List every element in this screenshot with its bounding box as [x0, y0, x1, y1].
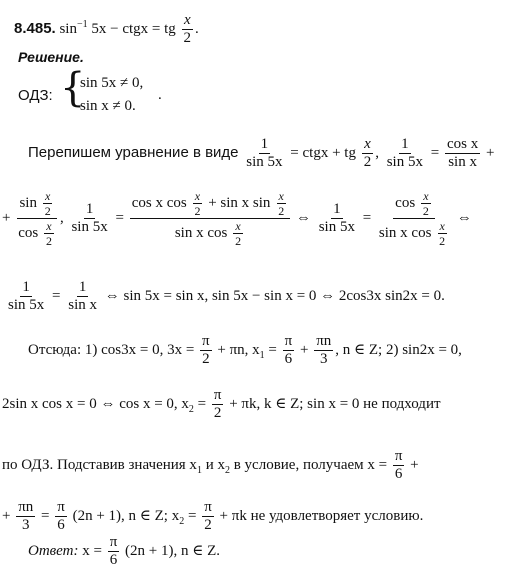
frac-1-sin5x-c: $\frac{1}{\sin 5x}$ — [71, 201, 108, 235]
line-4: Отсюда: 1) cos3x = 0, 3x = $\frac{\pi}{2}$ + πn, $x_1$ = $\frac{\pi}{6}$ + $\frac{\pi n}{3}$ , n ∈ Z; 2) sin2x = 0, — [28, 333, 462, 367]
odz-cond2: sin x ≠ 0. — [80, 98, 136, 114]
equation-exp: −1 — [76, 18, 88, 30]
frac-1-sin5x: $\frac{1}{\sin 5x}$ — [246, 136, 283, 170]
frac-cos-sin: $\frac{\text{cos x}}{\text{sin x}}$ — [446, 136, 479, 170]
odz-cond1: sin 5x ≠ 0, — [80, 75, 144, 91]
equation-mid: 5x − ctgx = tg — [91, 20, 176, 37]
answer-line: Ответ: x = $\frac{\pi}{6}$ (2n + 1), n ∈ Z. — [28, 534, 220, 568]
line-3: $\frac{1}{\sin 5x}$ = $\frac{1}{\text{sin x}}$ ⇔ sin 5x = sin x, sin 5x − sin x = 0 ⇔ 2cos3x sin2x = 0. — [8, 279, 445, 313]
problem-number: 8.485. — [14, 19, 56, 37]
rewrite-text: Перепишем уравнение в виде — [28, 143, 239, 161]
line-1: Перепишем уравнение в виде $\frac{1}{\sin 5x}$ = ctgx + tg $\frac{x}{2}$ , $\frac{1}{\sin 5x}$ = $\frac{\text{cos x}}{\text{sin x}}$ + — [28, 136, 495, 170]
frac-sin-cos-half: sin $\frac{x}{2}$ cos $\frac{x}{2}$ — [16, 190, 58, 247]
frac-big: cos x cos $\frac{x}{2}$ + sin x sin $\frac{x}{2}$ sin x cos $\frac{x}{2}$ — [130, 190, 290, 247]
line-7: + $\frac{\pi n}{3}$ = $\frac{\pi}{6}$ (2n + 1), n ∈ Z; $x_2$ = $\frac{\pi}{2}$ + πk не удовлетворяет условию. — [2, 499, 424, 533]
frac-x-2b: $\frac{x}{2}$ — [363, 136, 372, 170]
line-2: + sin $\frac{x}{2}$ cos $\frac{x}{2}$ , $\frac{1}{\sin 5x}$ = cos x cos $\frac{x}{2}$ + sin x sin $\frac{x}{2}$ sin x cos $\frac{x}{2}$ ⇔ $\frac{1}{\sin 5x}$ = cos $\frac{x}{2}$ sin x cos $\frac{x}{2}$ ⇔ — [2, 189, 472, 248]
odz-tail: . — [158, 87, 162, 103]
line-6: по ОДЗ. Подставив значения $x_1$ и $x_2$ в условие, получаем x = $\frac{\pi}{6}$ + — [2, 448, 419, 482]
problem-line: 8.485. $\sin^{-1} 5x$ − ctgx = tg $\frac{x}{2}$ . — [14, 12, 199, 46]
equation-left: sin — [59, 20, 77, 37]
frac-x-2: $\frac{x}{2}$ — [183, 12, 192, 46]
frac-1-sin5x-d: $\frac{1}{\sin 5x}$ — [318, 201, 355, 235]
line-5: 2sin x cos x = 0 ⇔ cos x = 0, $x_2$ = $\frac{\pi}{2}$ + πk, k ∈ Z; sin x = 0 не подходит — [2, 387, 441, 421]
answer-label: Ответ: — [28, 542, 79, 559]
brace: { — [60, 65, 86, 111]
odz-label: ОДЗ: — [18, 87, 53, 104]
frac-1-sin5x-b: $\frac{1}{\sin 5x}$ — [386, 136, 423, 170]
solution-heading: Решение. — [18, 49, 84, 65]
frac-cos-half: cos $\frac{x}{2}$ sin x cos $\frac{x}{2}$ — [378, 189, 446, 248]
